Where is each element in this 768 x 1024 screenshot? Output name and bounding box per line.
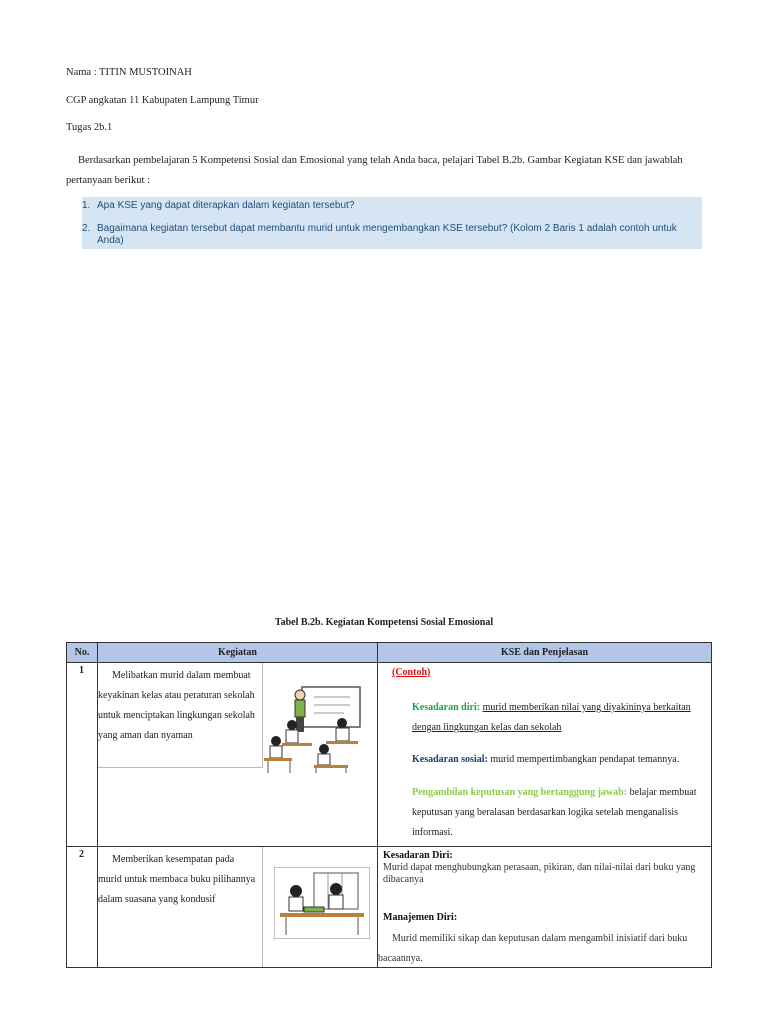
kse-desc: murid mempertimbangkan pendapat temannya. (490, 754, 680, 765)
header-no: No. (67, 643, 98, 663)
activity-cell (98, 847, 378, 968)
row-number-cell (67, 847, 98, 968)
question-number: 2. (82, 223, 91, 234)
table-header-row (67, 643, 712, 663)
kse-self-awareness-2 (383, 850, 705, 886)
reading-illustration-icon (274, 867, 370, 939)
kse-self-awareness: Kesadaran diri: murid memberikan nilai yang diyakininya berkaitan dengan lingkungan kelas dan sekolah (412, 702, 691, 733)
kse-label: Kesadaran diri (412, 702, 477, 713)
kse-self-management: Murid memiliki sikap dan keputusan dalam mengambil inisiatif dari buku bacaannya. (378, 933, 688, 964)
cgp-line: CGP angkatan 11 Kabupaten Lampung Timur (66, 95, 259, 106)
row-number: 2 (79, 849, 84, 860)
kse-desc: Murid dapat menghubungkan perasaan, pikiran, dan nilai-nilai dari buku yang dibacanya (383, 862, 696, 885)
kse-desc: belajar membuat keputusan yang beralasan berdasarkan logika setelah menganalisis informasi. (412, 787, 697, 838)
activity-cell (98, 663, 378, 847)
intro-paragraph: Berdasarkan pembelajaran 5 Kompetensi Sosial dan Emosional yang telah Anda baca, pelajari Tabel B.2b. Gambar Kegiatan KSE dan jawablah pertanyaan berikut : (66, 155, 683, 186)
kse-label-2: Manajemen Diri: (383, 912, 458, 923)
task-line: Tugas 2b.1 (66, 122, 113, 133)
question-text: Apa KSE yang dapat diterapkan dalam kegiatan tersebut? (97, 200, 355, 211)
question-box (82, 197, 702, 249)
kse-table (66, 642, 712, 968)
header-activity: Kegiatan (98, 643, 378, 663)
question-text: Bagaimana kegiatan tersebut dapat membantu murid untuk mengembangkan KSE tersebut? (Kolom 2 Baris 1 adalah contoh untuk Anda) (97, 223, 677, 246)
header-kse: KSE dan Penjelasan (378, 643, 712, 663)
table-row (67, 663, 712, 847)
kse-label: Kesadaran Diri: (383, 850, 453, 861)
name-line: Nama : TITIN MUSTOINAH (66, 67, 192, 78)
kse-desc: murid memberikan nilai yang diyakininya berkaitan dengan lingkungan kelas dan sekolah (412, 702, 691, 733)
kse-label: Pengambilan keputusan yang bertanggung jawab (412, 787, 624, 798)
example-tag: (Contoh) (392, 667, 431, 678)
table-caption: Tabel B.2b. Kegiatan Kompetensi Sosial Emosional (274, 617, 494, 628)
kse-responsible-decision: Pengambilan keputusan yang bertanggung jawab: belajar membuat keputusan yang beralasan berdasarkan logika setelah menganalisis informasi. (412, 787, 697, 838)
activity-text: Melibatkan murid dalam membuat keyakinan kelas atau peraturan sekolah untuk menciptakan lingkungan sekolah yang aman dan nyaman (98, 670, 255, 741)
row-number: 1 (79, 665, 84, 676)
kse-cell (378, 663, 712, 847)
activity-text: Memberikan kesempatan pada murid untuk membaca buku pilihannya dalam suasana yang kondusif (98, 854, 256, 905)
question-number: 1. (82, 200, 91, 211)
kse-cell (378, 847, 712, 968)
kse-social-awareness: Kesadaran sosial: murid mempertimbangkan pendapat temannya. (412, 754, 680, 765)
kse-label: Kesadaran sosial (412, 754, 485, 765)
table-row (67, 847, 712, 968)
classroom-illustration-icon (264, 683, 364, 773)
row-number-cell (67, 663, 98, 847)
